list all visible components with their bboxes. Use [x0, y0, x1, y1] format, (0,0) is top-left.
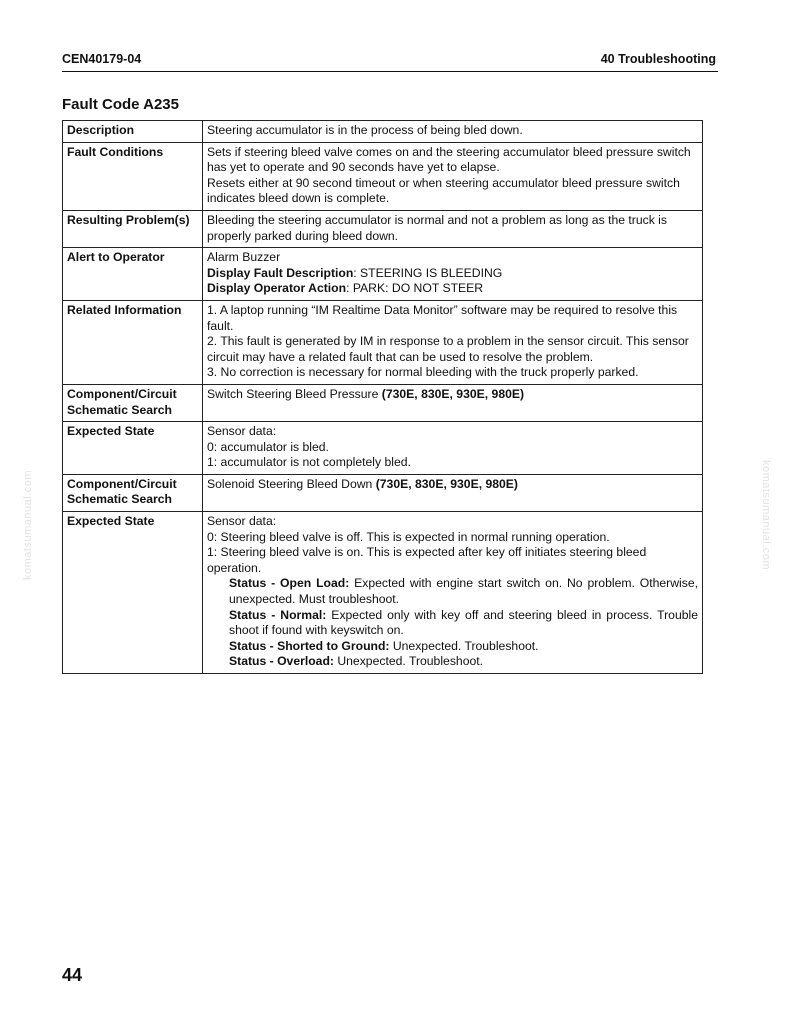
- status-label: Status - Shorted to Ground:: [229, 638, 390, 653]
- row-label: Component/Circuit Schematic Search: [63, 474, 203, 511]
- fault-code-table: [62, 120, 703, 674]
- status-shorted-to-ground: [207, 639, 698, 655]
- status-text: Unexpected. Troubleshoot.: [333, 654, 484, 669]
- table-row: [63, 384, 703, 421]
- section-title: 40 Troubleshooting: [600, 52, 716, 66]
- component-search-cell: [203, 474, 703, 511]
- fault-conditions-cell: [203, 142, 703, 210]
- sensor-data-label: Sensor data:: [207, 514, 277, 529]
- table-row: [63, 422, 703, 475]
- row-label: Fault Conditions: [63, 142, 203, 210]
- status-label: Status - Normal:: [229, 607, 327, 622]
- state-one: 1: accumulator is not completely bled.: [207, 455, 411, 470]
- table-row: [63, 210, 703, 247]
- row-label: Expected State: [63, 422, 203, 475]
- related-information-cell: [203, 300, 703, 384]
- row-label: Resulting Problem(s): [63, 210, 203, 247]
- state-one: 1: Steering bleed valve is on. This is expected after key off initiates steering bleed operation.: [207, 545, 647, 575]
- component-search-cell: [203, 384, 703, 421]
- table-row: [63, 512, 703, 674]
- fault-conditions-reset: Resets either at 90 second timeout or when steering accumulator bleed pressure switch indicates bleed down is complete.: [207, 175, 680, 206]
- row-label: Alert to Operator: [63, 248, 203, 301]
- related-info-item: 2. This fault is generated by IM in response to a problem in the sensor circuit. This sensor circuit may have a related fault that can be used to resolve the problem.: [207, 334, 689, 364]
- document-id: CEN40179-04: [62, 52, 142, 66]
- row-label: Expected State: [63, 512, 203, 674]
- fault-code-title: Fault Code A235: [62, 96, 179, 113]
- page-number: 44: [62, 965, 83, 985]
- field-value: : PARK: DO NOT STEER: [346, 281, 484, 296]
- fault-conditions-set: Sets if steering bleed valve comes on and the steering accumulator bleed pressure switch has yet to operate and 90 seconds have yet to elapse.: [207, 144, 691, 175]
- field-value: : STEERING IS BLEEDING: [353, 265, 503, 280]
- watermark-right: komatsumanual.com: [760, 460, 772, 570]
- status-normal: [207, 608, 698, 639]
- field-label: Display Operator Action: [207, 281, 347, 296]
- row-label: Description: [63, 121, 203, 143]
- description-text: Steering accumulator is in the process of being bled down.: [203, 121, 703, 143]
- display-operator-action: [207, 281, 698, 297]
- table-row: [63, 248, 703, 301]
- expected-state-cell: [203, 422, 703, 475]
- field-label: Display Fault Description: [207, 265, 354, 280]
- status-overload: [207, 654, 698, 670]
- row-label: Related Information: [63, 300, 203, 384]
- truck-models: (730E, 830E, 930E, 980E): [381, 386, 525, 401]
- truck-models: (730E, 830E, 930E, 980E): [375, 476, 518, 491]
- alert-to-operator-cell: [203, 248, 703, 301]
- header-rule: [62, 71, 718, 72]
- status-open-load: [207, 576, 698, 607]
- related-info-item: 3. No correction is necessary for normal bleeding with the truck properly parked.: [207, 365, 639, 380]
- resulting-problems-text: Bleeding the steering accumulator is normal and not a problem as long as the truck is properly parked during bleed down.: [203, 210, 703, 247]
- status-text: Unexpected. Troubleshoot.: [389, 638, 539, 653]
- related-info-item: 1. A laptop running “IM Realtime Data Monitor” software may be required to resolve this fault.: [207, 302, 678, 333]
- sensor-data-label: Sensor data:: [207, 424, 277, 439]
- status-text: Expected only with key off and steering bleed in process. Trouble shoot if found with keyswitch on.: [229, 607, 698, 638]
- watermark-left: komatsumanual.com: [22, 470, 34, 580]
- table-row: [63, 142, 703, 210]
- status-label: Status - Overload:: [229, 654, 334, 669]
- table-row: [63, 300, 703, 384]
- display-fault-description: [207, 266, 698, 282]
- state-zero: 0: accumulator is bled.: [207, 439, 329, 454]
- table-row: [63, 121, 703, 143]
- status-label: Status - Open Load:: [229, 576, 350, 591]
- state-zero: 0: Steering bleed valve is off. This is expected in normal running operation.: [207, 529, 610, 544]
- row-label: Component/Circuit Schematic Search: [63, 384, 203, 421]
- table-row: [63, 474, 703, 511]
- status-text: Expected with engine start switch on. No problem. Otherwise, unexpected. Must troubleshoot.: [229, 576, 699, 607]
- component-name: Switch Steering Bleed Pressure: [207, 386, 382, 401]
- expected-state-cell: [203, 512, 703, 674]
- component-name: Solenoid Steering Bleed Down: [207, 476, 376, 491]
- alert-buzzer: Alarm Buzzer: [207, 250, 281, 265]
